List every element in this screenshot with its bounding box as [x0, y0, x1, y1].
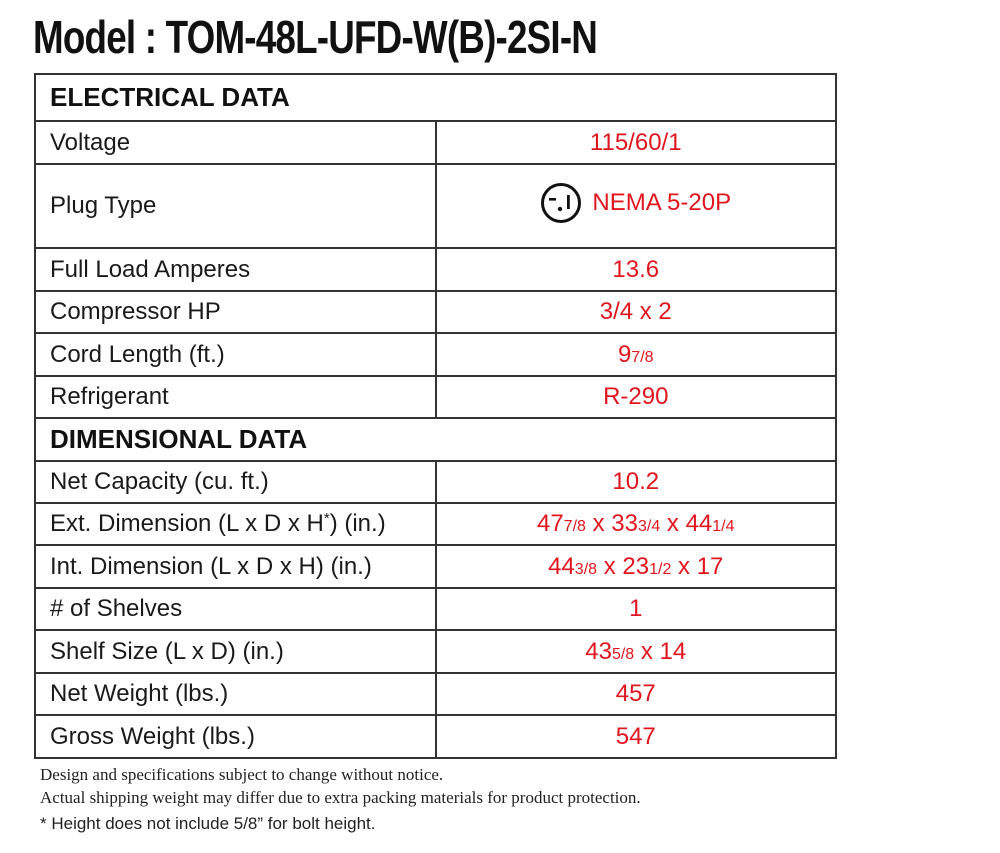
ext-l-frac: 7/8 [563, 518, 586, 535]
shelf-l-whole: 43 [585, 637, 612, 665]
label-shelves: # of Shelves [35, 588, 436, 630]
row-compressor-hp [35, 291, 836, 333]
row-gross-weight [35, 715, 836, 758]
label-shelf-size: Shelf Size (L x D) (in.) [35, 630, 436, 673]
int-sep: x [597, 552, 623, 580]
ext-label-asterisk: * [323, 510, 330, 527]
row-shelf-size [35, 630, 836, 673]
label-voltage: Voltage [35, 121, 436, 164]
cord-length-fraction: 7/8 [631, 348, 654, 366]
ext-sep: x [585, 510, 612, 537]
value-shelf-size [436, 630, 837, 673]
value-net-weight: 457 [436, 673, 837, 715]
ext-h-frac: 1/4 [712, 518, 735, 535]
label-compressor-hp: Compressor HP [35, 291, 436, 333]
ext-label-part-a: Ext. Dimension (L x D x H [50, 510, 324, 537]
note-bolt-height: * Height does not include 5/8” for bolt height. [40, 814, 376, 833]
model-title: Model : TOM-48L-UFD-W(B)-2SI-N [33, 11, 598, 63]
row-cord-length [35, 333, 836, 376]
section-dimensional [35, 418, 836, 461]
plug-type-text: NEMA 5-20P [592, 188, 732, 216]
value-voltage: 115/60/1 [436, 121, 837, 164]
value-shelves: 1 [436, 588, 837, 630]
ext-label-part-b: ) (in.) [329, 510, 386, 537]
note-design-change: Design and specifications subject to change without notice. [40, 765, 444, 784]
note-shipping-weight: Actual shipping weight may differ due to extra packing materials for product protection. [40, 788, 641, 807]
value-refrigerant: R-290 [436, 376, 837, 418]
int-l-frac: 3/8 [574, 560, 598, 578]
spec-table [34, 73, 837, 759]
value-compressor-hp: 3/4 x 2 [436, 291, 837, 333]
ext-d-whole: 33 [611, 510, 638, 537]
cord-length-whole: 9 [617, 340, 632, 368]
ext-sep: x [660, 510, 686, 537]
label-ext-dimension [35, 503, 436, 545]
shelf-l-frac: 5/8 [611, 645, 635, 663]
label-net-weight: Net Weight (lbs.) [35, 673, 436, 715]
int-l-whole: 44 [548, 552, 575, 580]
value-net-capacity: 10.2 [436, 461, 837, 503]
section-electrical [35, 74, 836, 121]
ext-h-whole: 44 [685, 510, 713, 537]
int-d-whole: 23 [622, 552, 650, 580]
row-int-dimension [35, 545, 836, 588]
row-voltage [35, 121, 836, 164]
label-cord-length: Cord Length (ft.) [35, 333, 436, 376]
value-int-dimension [436, 545, 837, 588]
label-plug-type: Plug Type [35, 164, 436, 248]
row-net-weight [35, 673, 836, 715]
shelf-d: 14 [659, 637, 687, 665]
row-refrigerant [35, 376, 836, 418]
value-ext-dimension [436, 503, 837, 545]
section-heading-electrical: ELECTRICAL DATA [35, 74, 836, 121]
row-full-load-amperes [35, 248, 836, 291]
row-ext-dimension [35, 503, 836, 545]
label-int-dimension: Int. Dimension (L x D x H) (in.) [35, 545, 436, 588]
row-shelves [35, 588, 836, 630]
row-net-capacity [35, 461, 836, 503]
row-plug-type [35, 164, 836, 248]
label-net-capacity: Net Capacity (cu. ft.) [35, 461, 436, 503]
label-refrigerant: Refrigerant [35, 376, 436, 418]
int-h: 17 [696, 552, 724, 580]
value-gross-weight: 547 [436, 715, 837, 758]
label-full-load-amperes: Full Load Amperes [35, 248, 436, 291]
label-gross-weight: Gross Weight (lbs.) [35, 715, 436, 758]
footnotes [40, 763, 641, 835]
int-d-frac: 1/2 [649, 560, 672, 578]
value-plug-type [436, 164, 837, 248]
int-sep: x [671, 552, 697, 580]
shelf-sep: x [634, 637, 660, 665]
section-heading-dimensional: DIMENSIONAL DATA [35, 418, 836, 461]
value-cord-length [436, 333, 837, 376]
value-full-load-amperes: 13.6 [436, 248, 837, 291]
ext-d-frac: 3/4 [637, 518, 661, 535]
plug-nema-5-20p-icon [540, 182, 582, 224]
ext-l-whole: 47 [536, 510, 564, 537]
